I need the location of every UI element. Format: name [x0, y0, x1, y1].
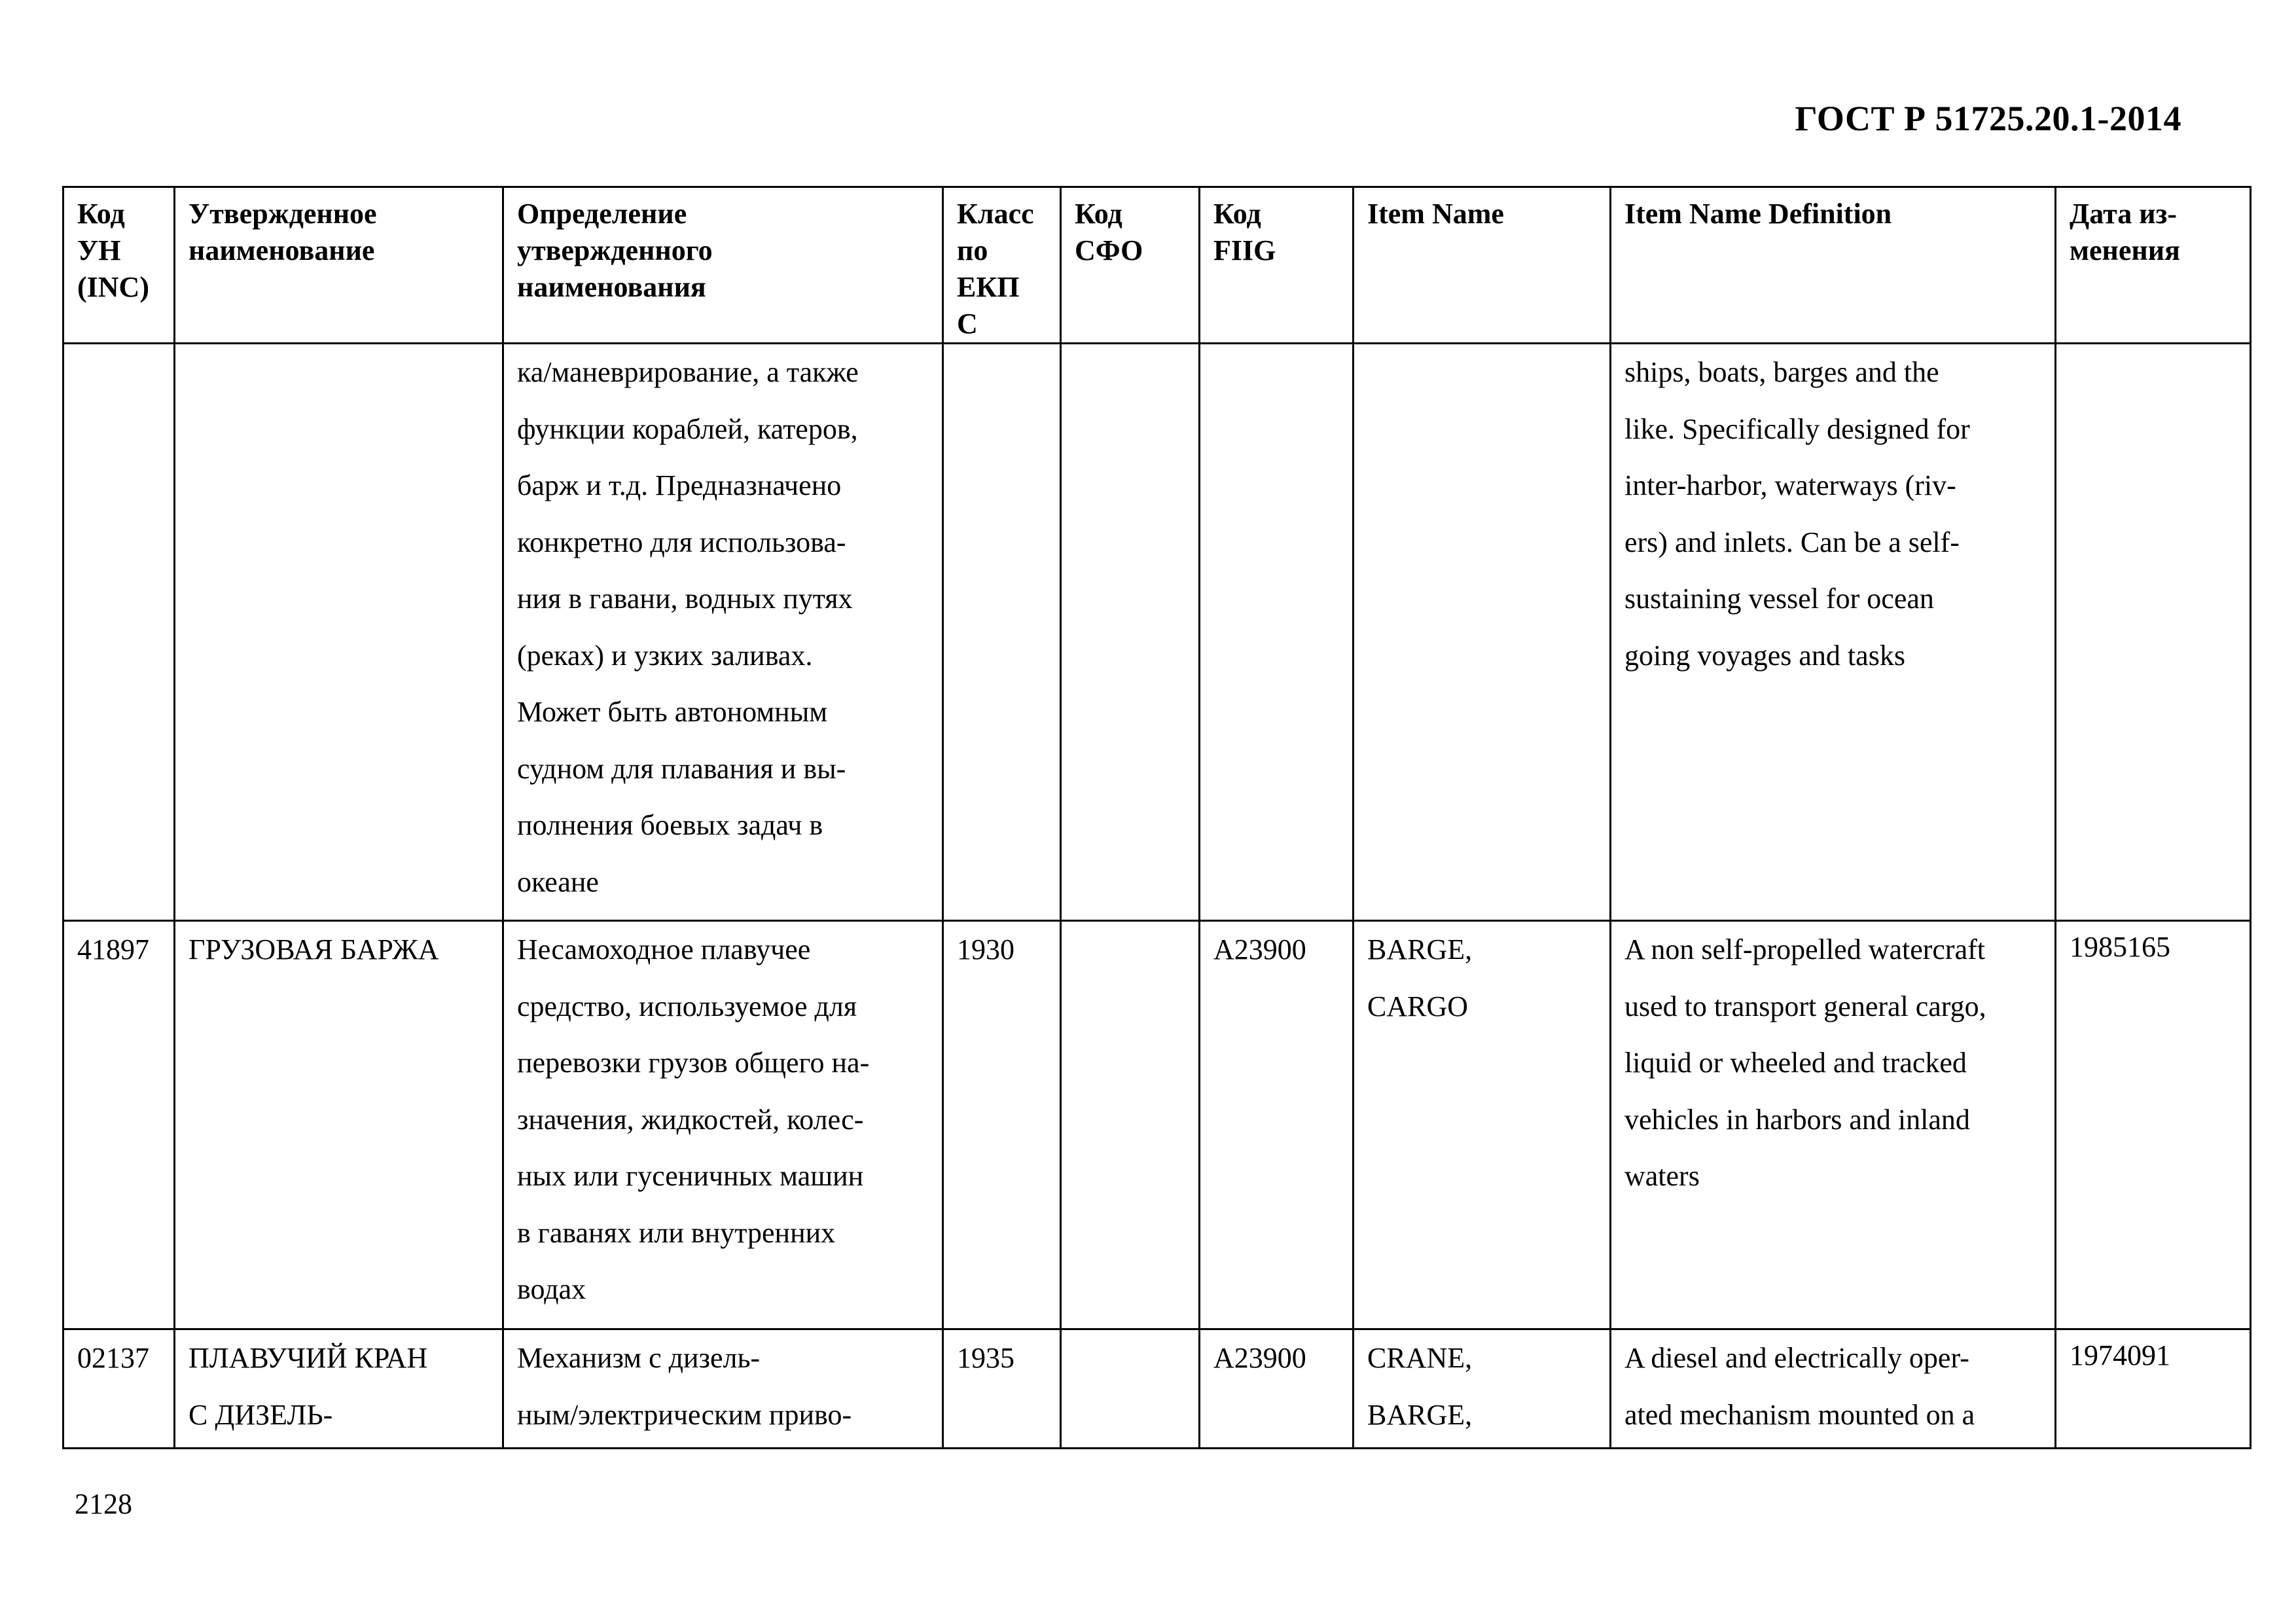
cell-class: [943, 344, 1061, 921]
table-row: [63, 344, 2251, 921]
column-header-inc: Код УН (INC): [63, 187, 175, 344]
cell-sfo: [1061, 1329, 1200, 1449]
cell-name: ПЛАВУЧИЙ КРАН С ДИЗЕЛЬ-: [175, 1329, 503, 1449]
column-header-item-name: Item Name: [1354, 187, 1611, 344]
cell-date: 1974091: [2056, 1329, 2251, 1449]
cell-class: 1935: [943, 1329, 1061, 1449]
cell-fiig: A23900: [1200, 1329, 1354, 1449]
cell-date: 1985165: [2056, 921, 2251, 1329]
cell-date: [2056, 344, 2251, 921]
standard-designation: ГОСТ Р 51725.20.1-2014: [1795, 99, 2181, 138]
column-header-class: Класс по ЕКП С: [943, 187, 1061, 344]
cell-inc: [63, 344, 175, 921]
cell-item-name: BARGE, CARGO: [1354, 921, 1611, 1329]
cell-name: ГРУЗОВАЯ БАРЖА: [175, 921, 503, 1329]
cell-name: [175, 344, 503, 921]
cell-definition-en: ships, boats, barges and the like. Specifically designed for inter-harbor, waterways (riv- ers) and inlets. Can be a self- sustaining vessel for ocean going voyages and tasks: [1611, 344, 2056, 921]
cell-definition-ru: ка/маневрирование, а также функции кораблей, катеров, барж и т.д. Предназначено конкретно для использова- ния в гавани, водных путях (реках) и узких заливах. Может быть автономным судном для плавания и вы- полнения боевых задач в океане: [503, 344, 943, 921]
cell-inc: 41897: [63, 921, 175, 1329]
cell-fiig: [1200, 344, 1354, 921]
cell-definition-ru: Механизм с дизель- ным/электрическим приво-: [503, 1329, 943, 1449]
table-row: [63, 921, 2251, 1329]
cell-fiig: A23900: [1200, 921, 1354, 1329]
column-header-fiig: Код FIIG: [1200, 187, 1354, 344]
cell-sfo: [1061, 921, 1200, 1329]
column-header-sfo: Код СФО: [1061, 187, 1200, 344]
column-header-definition-ru: Определение утвержденного наименования: [503, 187, 943, 344]
column-header-date: Дата из- менения: [2056, 187, 2251, 344]
cell-definition-en: A non self-propelled watercraft used to transport general cargo, liquid or wheeled and tracked vehicles in harbors and inland waters: [1611, 921, 2056, 1329]
cell-inc: 02137: [63, 1329, 175, 1449]
cell-item-name: CRANE, BARGE,: [1354, 1329, 1611, 1449]
catalog-table: [62, 186, 2251, 1449]
cell-class: 1930: [943, 921, 1061, 1329]
column-header-name: Утвержденное наименование: [175, 187, 503, 344]
cell-sfo: [1061, 344, 1200, 921]
table-header-row: [63, 187, 2251, 344]
page-number: 2128: [75, 1488, 132, 1520]
cell-definition-en: A diesel and electrically oper- ated mechanism mounted on a: [1611, 1329, 2056, 1449]
table-row: [63, 1329, 2251, 1449]
cell-item-name: [1354, 344, 1611, 921]
column-header-item-name-definition: Item Name Definition: [1611, 187, 2056, 344]
cell-definition-ru: Несамоходное плавучее средство, используемое для перевозки грузов общего на- значения, жидкостей, колес- ных или гусеничных машин в гаванях или внутренних водах: [503, 921, 943, 1329]
